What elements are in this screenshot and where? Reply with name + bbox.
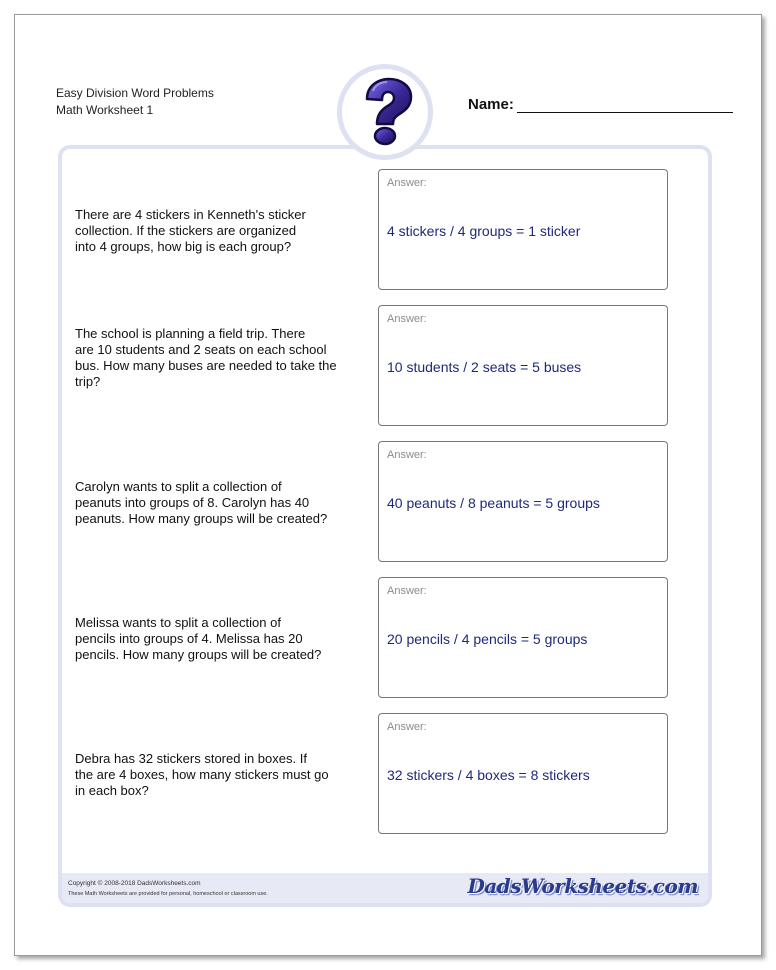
- answer-text: 32 stickers / 4 boxes = 8 stickers: [387, 767, 590, 783]
- answer-box[interactable]: [378, 169, 668, 290]
- answer-text: 4 stickers / 4 groups = 1 sticker: [387, 223, 581, 239]
- usage-note: These Math Worksheets are provided for personal, homeschool or classroom use.: [68, 891, 268, 897]
- brand-logo[interactable]: DadsWorksheets.com: [467, 874, 698, 898]
- problem-text: The school is planning a field trip. There are 10 students and 2 seats on each school bus. How many buses are needed to take the trip?: [75, 326, 337, 389]
- problem-text: Melissa wants to split a collection of pencils into groups of 4. Melissa has 20 pencils. How many groups will be created?: [75, 615, 322, 662]
- problem-text: There are 4 stickers in Kenneth's sticker collection. If the stickers are organized into 4 groups, how big is each group?: [75, 207, 306, 254]
- answer-label: Answer:: [387, 721, 427, 733]
- answer-box[interactable]: [378, 577, 668, 698]
- answer-text: 40 peanuts / 8 peanuts = 5 groups: [387, 495, 600, 511]
- copyright-text: Copyright © 2008-2018 DadsWorksheets.com: [68, 880, 201, 887]
- answer-text: 20 pencils / 4 pencils = 5 groups: [387, 631, 588, 647]
- answer-text: 10 students / 2 seats = 5 buses: [387, 359, 582, 375]
- footer: [62, 873, 708, 903]
- worksheet-subtitle: Math Worksheet 1: [56, 103, 154, 117]
- answer-box[interactable]: [378, 305, 668, 426]
- answer-label: Answer:: [387, 449, 427, 461]
- answer-label: Answer:: [387, 177, 427, 189]
- name-field-line[interactable]: [517, 112, 733, 113]
- worksheet-title: Easy Division Word Problems: [56, 86, 214, 100]
- question-mark-icon: [353, 77, 417, 147]
- logo-badge: [337, 64, 433, 160]
- answer-label: Answer:: [387, 585, 427, 597]
- answer-box[interactable]: [378, 713, 668, 834]
- problem-text: Carolyn wants to split a collection of peanuts into groups of 8. Carolyn has 40 peanuts. How many groups will be created?: [75, 479, 328, 526]
- answer-box[interactable]: [378, 441, 668, 562]
- answer-label: Answer:: [387, 313, 427, 325]
- name-label: Name:: [468, 96, 514, 113]
- problem-text: Debra has 32 stickers stored in boxes. If the are 4 boxes, how many stickers must go in each box?: [75, 751, 329, 798]
